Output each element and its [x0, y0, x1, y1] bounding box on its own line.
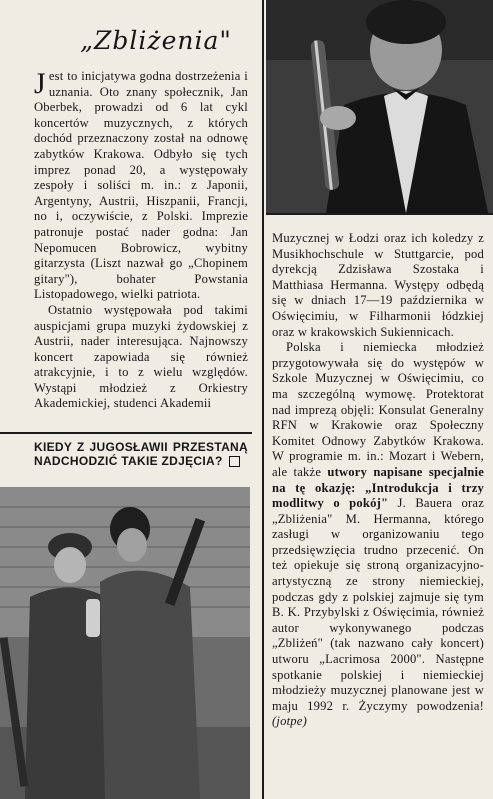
photo-guitarist	[266, 0, 493, 213]
paragraph-4: Polska i niemiecka młodzież przygotowywała się do występów w Szkole Muzycznej w Oświęcimiu, co ma szczególną wymowę. Protektorat nad imprezą objęli: Konsulat Generalny RFN w Krakowie oraz Społeczny Komitet Odnowy Zabytków Krakowa. W programie m. in.: Mozart i Webern, ale także utwory napisane specjalnie na tę okazję: „Introdukcja i trzy modlitwy o pokój" J. Bauera oraz „Zbliżenia" M. Hermanna, którego zasługi w organizowaniu tego przedsięwzięcia trudno przecenić. On też opiekuje się stroną organizacyjno-artystyczną ze strony niemieckiej, podczas gdy z polskiej zajmuje się tym B. K. Przybylski z Oświęcimia, również autor wykonywanego podczas „Zbliżeń" (tak nazwano cały koncert) utworu „Lacrimosa 2000". Następne spotkanie polskiej i niemieckiej młodzieży muzycznej planowane jest w maju 1992 r. Życzymy powodzenia! (jotpe)	[272, 340, 484, 729]
paragraph-3: Muzycznej w Łodzi oraz ich koledzy z Musikhochschule w Stuttgarcie, pod dyrekcją Zdzisława Szostaka i Matthiasa Hermanna. Występy odbędą się w dniach 17—19 października w Oświęcimiu, w Filharmonii łódzkiej oraz w krakowskich Sukiennicach.	[272, 231, 484, 339]
paragraph-2: Ostatnio występowała pod takimi auspicjami grupa muzyki żydowskiej z Austrii, nader interesująca. Najnowszy koncert zapowiada się również atrakcyjnie, i to z wielu względów. Wystąpi młodzież z Orkiestry Akademickiej, studenci Akademii	[34, 302, 248, 411]
article-title: „Zbliżenia"	[80, 26, 232, 55]
end-mark-icon	[229, 456, 240, 467]
column-divider	[262, 0, 264, 799]
photo-soldiers	[0, 487, 250, 799]
section-divider-top	[0, 432, 252, 434]
left-column-text	[34, 69, 248, 412]
photo-top-border	[266, 213, 493, 215]
drop-cap: J	[34, 67, 46, 100]
paragraph-1: Jest to inicjatywa godna dostrzeżenia i uznania. Oto znany społecznik, Jan Oberbek, prowadzi od 6 lat cykl koncertów muzycznych, z których dochód przeznaczony został na odnowę zabytków Krakowa. Odbyło się tych imprez ponad 20, a występowały zespoły i soliści m. in.: z Japonii, Argentyny, Austrii, Hiszpanii, Francji, no i, oczywiście, z Polski. Imprezie patronuje postać nader godna: Jan Nepomucen Bobrowicz, wybitny gitarzysta (Liszt nazwał go „Chopinem gitary"), bohater Powstania Listopadowego, wielki patriota.	[34, 67, 248, 302]
right-column-text	[272, 231, 484, 730]
author-signature: (jotpe)	[272, 714, 307, 729]
photo-headline: KIEDY Z JUGOSŁAWII PRZESTANĄ NADCHODZIĆ TAKIE ZDJĘCIA?	[34, 440, 248, 468]
